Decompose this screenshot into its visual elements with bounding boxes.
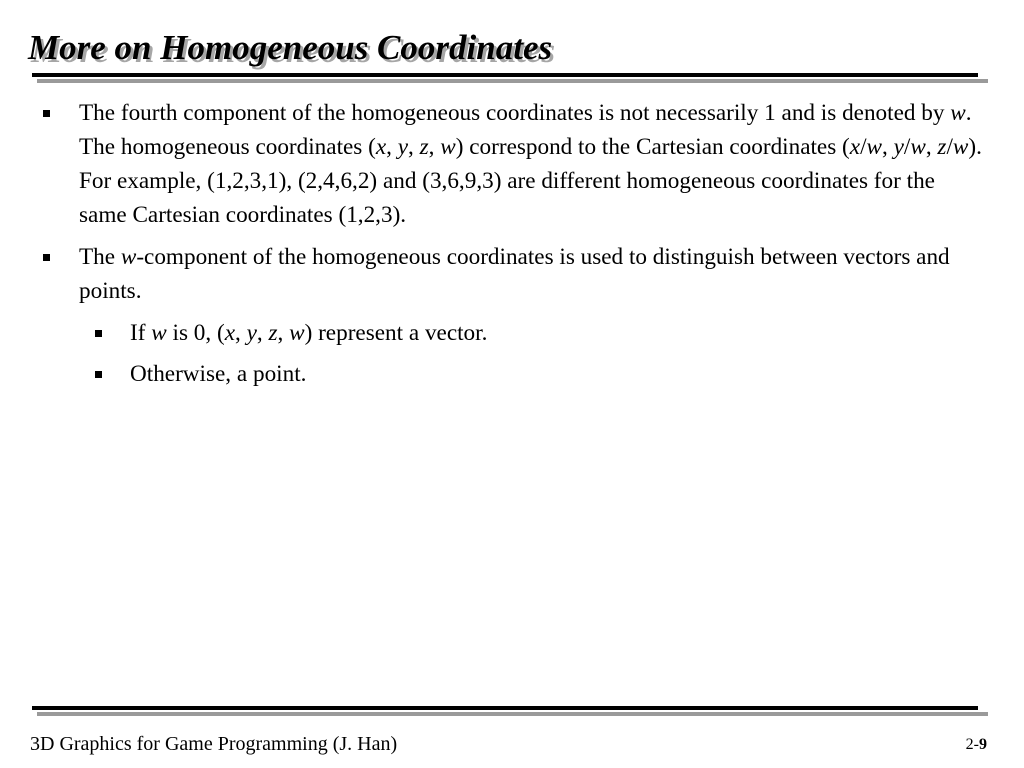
square-bullet-icon	[95, 330, 102, 337]
bullet-text: The w-component of the homogeneous coordinates is used to distinguish between vectors and points.	[79, 244, 950, 304]
bullet-2	[38, 240, 988, 308]
footer-rule-shadow	[37, 712, 988, 716]
footer-rule	[32, 706, 978, 710]
sub-bullet-1	[38, 316, 988, 350]
slide-number-prefix: 2-	[965, 736, 979, 753]
title-rule	[32, 73, 978, 77]
square-bullet-icon	[43, 254, 50, 261]
sub-bullet-text: If w is 0, (x, y, z, w) represent a vector.	[130, 320, 488, 346]
slide-title: More on Homogeneous Coordinates	[28, 28, 553, 67]
square-bullet-icon	[95, 371, 102, 378]
sub-bullet-2	[38, 357, 988, 391]
slide-number	[966, 735, 987, 755]
slide-body	[38, 96, 988, 398]
square-bullet-icon	[43, 110, 50, 117]
sub-bullet-text: Otherwise, a point.	[130, 361, 307, 387]
title-rule-shadow	[37, 79, 988, 83]
slide-number-value: 9	[979, 736, 987, 753]
bullet-1	[38, 96, 988, 232]
bullet-text: The fourth component of the homogeneous coordinates is not necessarily 1 and is denoted by w. The homogeneous coordinates (x, y, z, w) correspond to the Cartesian coordinates (x/w, y/w, z/w). For example, (1,2,3,1), (2,4,6,2) and (3,6,9,3) are different homogeneous coordinates for the same Cartesian coordinates (1,2,3).	[79, 100, 982, 228]
footer-course-title: 3D Graphics for Game Programming (J. Han)	[30, 733, 398, 755]
